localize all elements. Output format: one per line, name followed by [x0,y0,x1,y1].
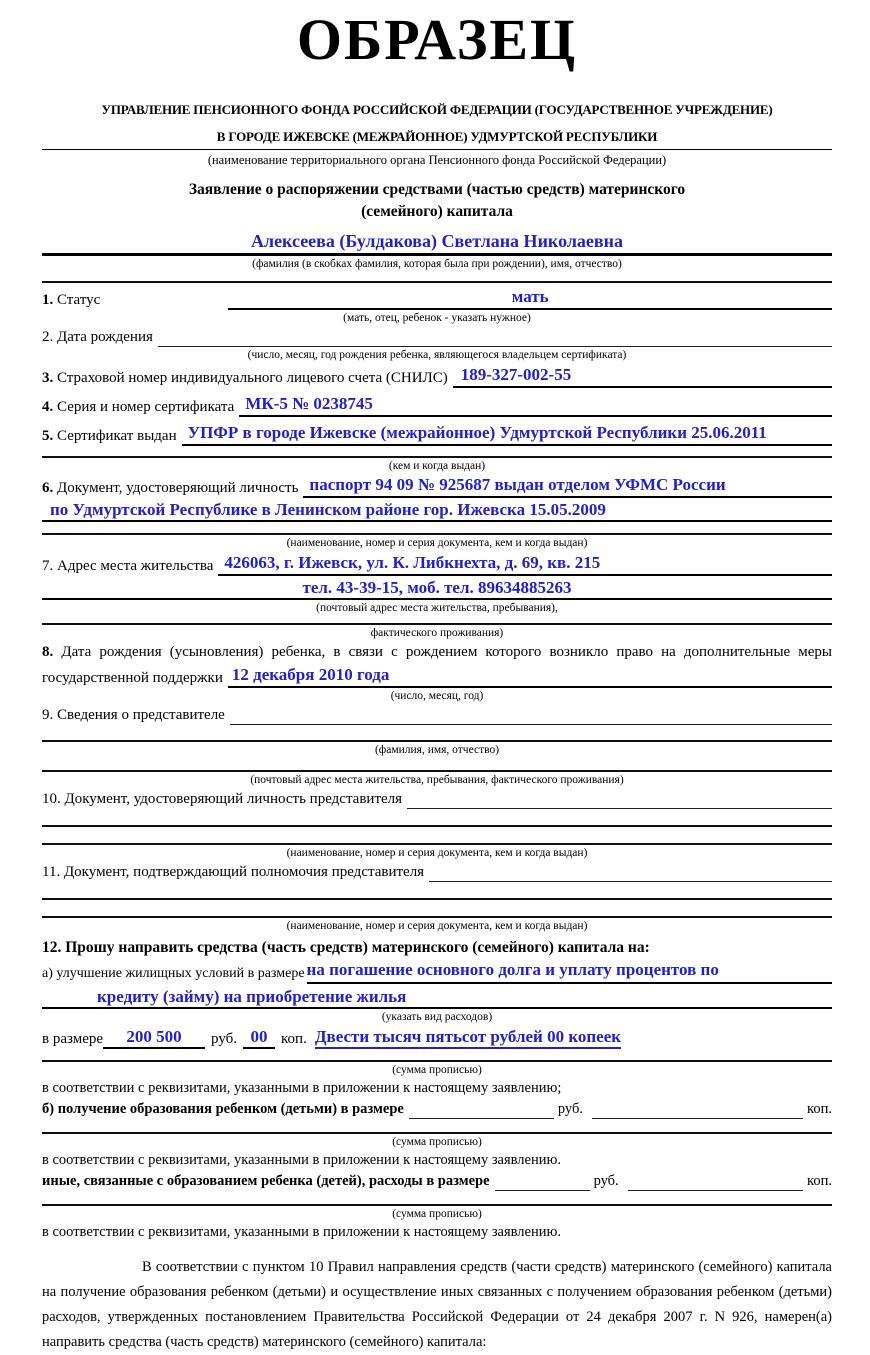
field-12-other-row [42,1171,832,1191]
field-12a-value1: на погашение основного долга и уплату процентов по [306,960,719,979]
rubles-unit-label: руб. [557,1101,583,1117]
field-9-representative [42,705,832,725]
field-7-value1: 426063, г. Ижевск, ул. К. Либкнехта, д. 69, кв. 215 [224,553,601,572]
org-name-line2: В ГОРОДЕ ИЖЕВСКЕ (МЕЖРАЙОННОЕ) УДМУРТСКОЙ РЕСПУБЛИКИ [216,129,658,144]
field-10-label: 10. Документ, удостоверяющий личность представителя [42,791,403,807]
field-6-number: 6. [42,480,54,496]
field-12a-row [42,960,832,984]
rubles-unit-label: руб. [211,1031,238,1047]
field-9-number: 9. [42,707,54,723]
field-12b-label: б) получение образования ребенком (детьми) в размере [42,1101,404,1117]
field-2-caption: (число, месяц, год рождения ребенка, являющегося владельцем сертификата) [247,349,627,361]
field-6-value-line1 [303,475,832,498]
blank-line [42,740,832,742]
sum-in-words-caption-1: (сумма прописью) [392,1064,482,1076]
amount-kopecks-value: 00 [243,1027,275,1049]
field-12b-row [42,1099,832,1119]
field-3-number: 3. [42,370,54,386]
field-4-value: МК-5 № 0238745 [245,394,373,413]
kopecks-unit-label: коп. [807,1101,832,1117]
requisites-note-3: в соответствии с реквизитами, указанными в приложении к настоящему заявлению. [42,1224,561,1240]
document-title-line1: Заявление о распоряжении средствами (частью средств) материнского [188,181,686,198]
field-9-caption2: (почтовый адрес места жительства, пребывания, фактического проживания) [250,774,624,786]
field-1-number: 1. [42,292,54,308]
field-5-caption: (кем и когда выдан) [388,460,486,472]
document-title-line2: (семейного) капитала [361,203,513,220]
field-5-number: 5. [42,428,54,444]
field-6-caption: (наименование, номер и серия документа, кем и когда выдан) [286,537,588,549]
field-8-value: 12 декабря 2010 года [231,665,390,684]
field-12-heading: 12. Прошу направить средства (часть средств) материнского (семейного) капитала на: [42,939,650,956]
field-9-caption1: (фамилия, имя, отчество) [374,744,500,756]
document-title [42,179,832,223]
requisites-note-1: в соответствии с реквизитами, указанными в приложении к настоящему заявлению; [42,1080,562,1096]
field-11-caption: (наименование, номер и серия документа, кем и когда выдан) [286,920,588,932]
sample-watermark: ОБРАЗЕЦ [296,7,578,72]
field-12a-label: а) улучшение жилищных условий в размере [42,966,305,981]
field-12a-value2: кредиту (займу) на приобретение жилья [97,987,407,1006]
applicant-name-value: Алексеева (Булдакова) Светлана Николаевна [250,231,624,251]
blank-line [42,456,832,458]
field-12b-rub-blank [409,1118,554,1119]
field-4-label: 4. Серия и номер сертификата [42,399,235,415]
field-4-value-line [239,394,832,417]
org-name-underline [42,129,832,150]
blank-line [42,623,832,625]
blank-line [42,1132,832,1134]
field-2-blank-line [158,346,832,347]
blank-line [42,770,832,772]
field-8-number: 8. [42,644,54,660]
field-6-value1: паспорт 94 09 № 925687 выдан отделом УФМС России [309,475,726,494]
field-7-value-line2 [42,578,832,600]
closing-paragraph: В соответствии с пунктом 10 Правил направления средств (части средств) материнского (семейного) капитала на получение образования ребенком (детьми) и осуществление иных связанных с получением образования ребенком (детьми) расходов, утвержденных постановлением Правительства Российской Федерации от 24 декабря 2007 г. N 926, намерен(а) направить средства (часть средств) материнского (семейного) капитала: [42,1259,832,1350]
field-6-value-line2 [42,500,832,522]
field-7-number: 7. [42,558,54,574]
field-3-snils [42,365,832,388]
field-10-number: 10. [42,791,61,807]
amount-in-words: Двести тысяч пятьсот рублей 00 копеек [315,1027,621,1049]
amount-row [42,1027,832,1049]
blank-line [42,281,832,283]
field-12b-kop-blank [592,1118,803,1119]
field-1-status [42,287,832,310]
field-6-label: 6. Документ, удостоверяющий личность [42,480,299,496]
blank-line [42,825,832,827]
kopecks-unit-label: коп. [807,1173,832,1189]
field-2-number: 2. [42,329,54,345]
field-6-value2: по Удмуртской Республике в Ленинском районе гор. Ижевска 15.05.2009 [50,500,606,519]
field-12a-value-line2 [42,987,832,1009]
field-2-label: 2. Дата рождения [42,329,153,345]
field-1-label: 1. Статус [42,292,101,308]
field-11-label: 11. Документ, подтверждающий полномочия представителя [42,864,425,880]
field-7-address [42,553,832,576]
org-name-line1: УПРАВЛЕНИЕ ПЕНСИОННОГО ФОНДА РОССИЙСКОЙ ФЕДЕРАЦИИ (ГОСУДАРСТВЕННОЕ УЧРЕЖДЕНИЕ) [101,102,773,117]
field-2-birthdate [42,327,832,347]
amount-rubles-value: 200 500 [103,1027,205,1049]
field-10-representative-id [42,789,832,809]
applicant-name-caption: (фамилия (в скобках фамилия, которая была при рождении), имя, отчество) [252,258,622,270]
field-1-caption: (мать, отец, ребенок - указать нужное) [343,312,531,324]
kopecks-unit-label: коп. [281,1031,307,1047]
rubles-unit-label: руб. [593,1173,619,1189]
blank-line [42,898,832,900]
org-caption: (наименование территориального органа Пенсионного фонда Российской Федерации) [207,153,667,167]
blank-line [42,533,832,535]
field-8-label2: государственной поддержки [42,670,223,686]
field-12a-caption: (указать вид расходов) [381,1011,493,1023]
blank-line [42,916,832,918]
field-7-caption1: (почтовый адрес места жительства, пребывания), [316,602,558,614]
field-4-certificate-number [42,394,832,417]
field-10-caption: (наименование, номер и серия документа, кем и когда выдан) [286,847,588,859]
requisites-note-2: в соответствии с реквизитами, указанными в приложении к настоящему заявлению. [42,1152,561,1168]
field-3-value: 189-327-002-55 [460,365,572,384]
field-5-certificate-issued [42,423,832,446]
blank-line [42,1204,832,1206]
field-9-blank-line [230,724,832,725]
field-7-caption2: фактического проживания) [370,627,504,639]
field-12-other-rub-blank [495,1190,590,1191]
field-5-label: 5. Сертификат выдан [42,428,177,444]
field-12a-value-line1 [307,960,832,984]
field-7-value-line1 [218,553,832,576]
applicant-name-field [42,231,832,256]
field-7-value2: тел. 43-39-15, моб. тел. 89634885263 [302,578,572,597]
field-12-other-label: иные, связанные с образованием ребенка (детей), расходы в размере [42,1173,490,1189]
field-1-value-line [228,287,832,310]
blank-line [42,1060,832,1062]
field-8-caption: (число, месяц, год) [390,690,484,702]
field-7-label: 7. Адрес места жительства [42,558,214,574]
field-10-blank-line [407,808,832,809]
field-4-number: 4. [42,399,54,415]
field-6-identity-document [42,475,832,498]
field-1-value: мать [511,287,549,306]
field-5-value-line [182,423,832,446]
field-8-value-line [228,665,832,688]
field-9-label: 9. Сведения о представителе [42,707,225,723]
field-12-other-kop-blank [628,1190,803,1191]
field-11-blank-line [429,881,832,882]
sum-in-words-caption-3: (сумма прописью) [392,1208,482,1220]
amount-label: в размере [42,1031,104,1047]
field-3-label: 3. Страховой номер индивидуального лицевого счета (СНИЛС) [42,370,448,386]
blank-line [42,843,832,845]
sum-in-words-caption-2: (сумма прописью) [392,1136,482,1148]
field-11-number: 11. [42,864,61,880]
field-3-value-line [453,365,832,388]
field-8-child-birthdate: 8. Дата рождения (усыновления) ребенка, в связи с рождением которого возникло право на дополнительные меры [42,644,833,660]
field-11-representative-authority [42,862,832,882]
field-8-value-row [42,665,832,688]
field-5-value: УПФР в городе Ижевске (межрайонное) Удмуртской Республики 25.06.2011 [187,423,767,442]
